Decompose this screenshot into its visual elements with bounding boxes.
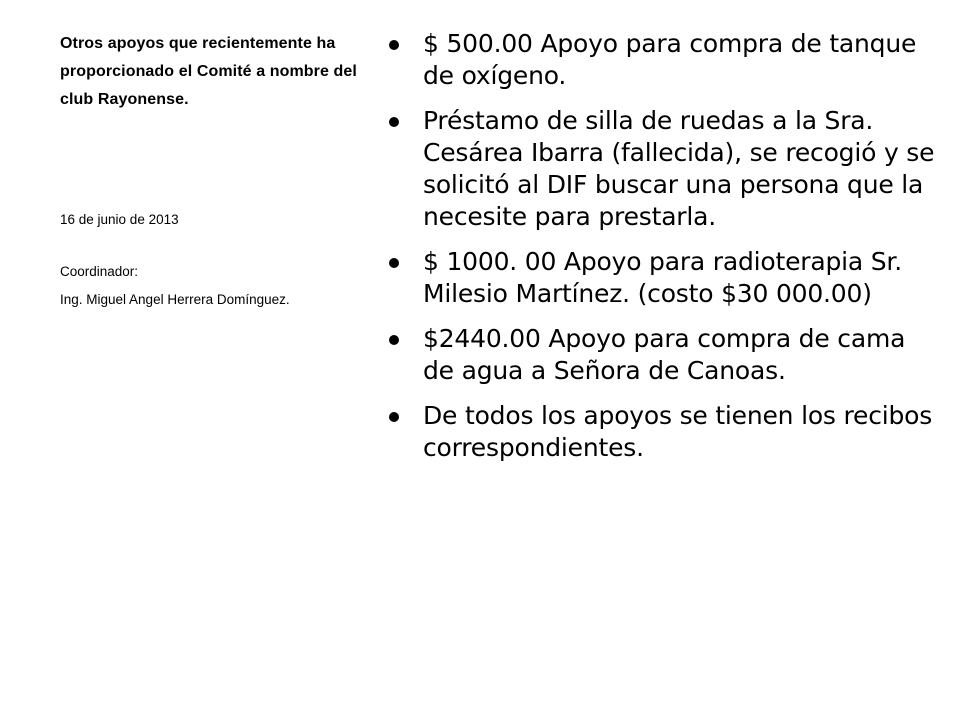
bullet-dot-icon — [389, 412, 399, 422]
bullet-item — [383, 28, 938, 92]
bullet-text: Préstamo de silla de ruedas a la Sra. Cesárea Ibarra (fallecida), se recogió y se solicitó al DIF buscar una persona que la necesite para prestarla. — [423, 106, 935, 231]
bullet-item — [383, 105, 938, 233]
slide-left-panel — [60, 30, 360, 307]
bullet-dot-icon — [389, 117, 399, 127]
date-text: 16 de junio de 2013 — [60, 212, 179, 227]
bullet-dot-icon — [389, 258, 399, 268]
bullet-text: De todos los apoyos se tienen los recibos correspondientes. — [423, 401, 933, 462]
bullet-item — [383, 323, 938, 387]
bullet-dot-icon — [389, 335, 399, 345]
bullet-item — [383, 400, 938, 464]
slide-content-panel — [383, 28, 938, 477]
bullet-item — [383, 246, 938, 310]
bullet-list — [383, 28, 938, 464]
bullet-text: $ 1000. 00 Apoyo para radioterapia Sr. Milesio Martínez. (costo $30 000.00) — [423, 247, 902, 308]
coordinator-name: Ing. Miguel Angel Herrera Domínguez. — [60, 292, 290, 307]
bullet-text: $ 500.00 Apoyo para compra de tanque de oxígeno. — [423, 29, 917, 90]
bullet-text: $2440.00 Apoyo para compra de cama de agua a Señora de Canoas. — [423, 324, 906, 385]
bullet-dot-icon — [389, 40, 399, 50]
coordinator-label: Coordinador: — [60, 264, 139, 279]
slide-title: Otros apoyos que recientemente ha proporcionado el Comité a nombre del club Rayonense. — [60, 35, 357, 108]
